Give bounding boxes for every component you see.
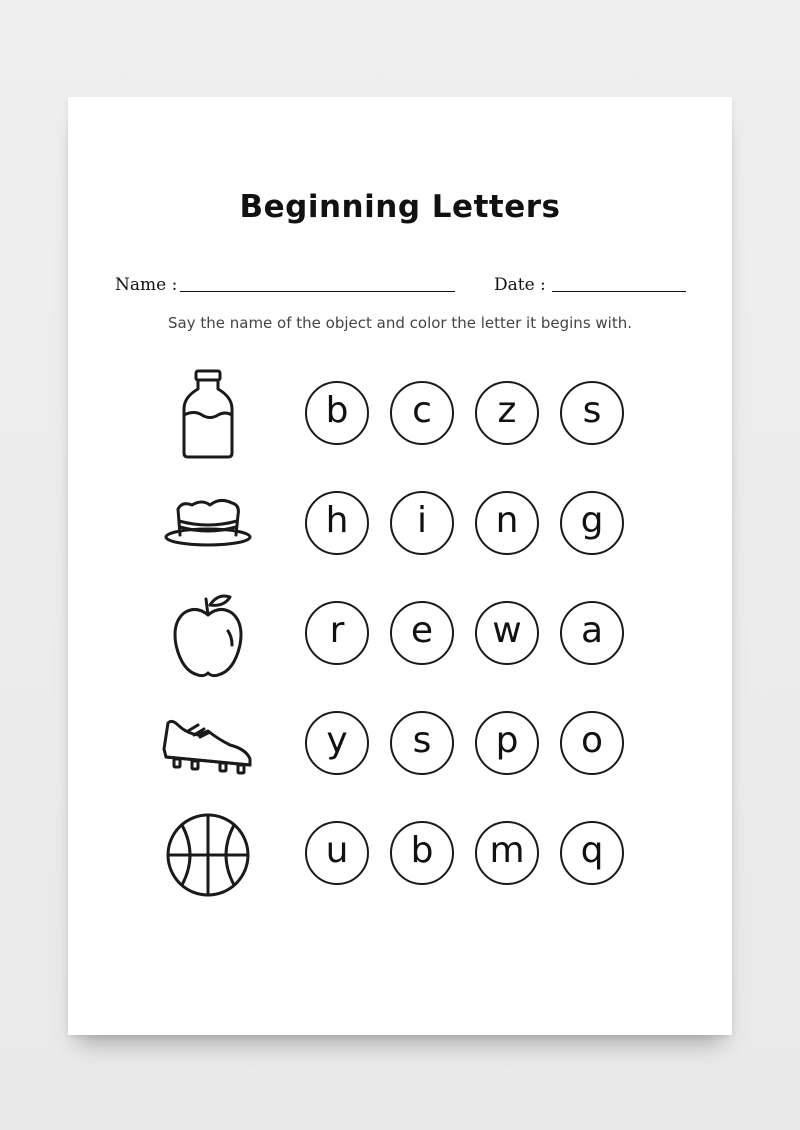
letter-choice[interactable]: n [475, 491, 539, 555]
name-field[interactable] [180, 291, 455, 292]
instructions-text: Say the name of the object and color the letter it begins with. [168, 314, 632, 332]
exercise-row [68, 815, 732, 895]
letter-choice[interactable]: y [305, 711, 369, 775]
milk-bottle-icon [158, 365, 258, 465]
letter-choice[interactable]: r [305, 601, 369, 665]
letter-choice[interactable]: u [305, 821, 369, 885]
letter-choice[interactable]: b [390, 821, 454, 885]
basketball-icon [158, 805, 258, 905]
letter-choice[interactable]: i [390, 491, 454, 555]
exercise-row [68, 595, 732, 675]
letter-choice[interactable]: p [475, 711, 539, 775]
letter-choice[interactable]: h [305, 491, 369, 555]
name-label: Name : [115, 275, 178, 295]
letter-choice[interactable]: c [390, 381, 454, 445]
letter-choice[interactable]: o [560, 711, 624, 775]
shoe-icon [158, 695, 258, 795]
letter-choice[interactable]: m [475, 821, 539, 885]
date-field[interactable] [552, 291, 686, 292]
hat-icon [158, 475, 258, 575]
letter-choice[interactable]: q [560, 821, 624, 885]
letter-choice[interactable]: s [390, 711, 454, 775]
date-label: Date : [494, 275, 546, 295]
letter-choice[interactable]: s [560, 381, 624, 445]
letter-choice[interactable]: w [475, 601, 539, 665]
name-date-row [68, 275, 732, 299]
exercise-row [68, 375, 732, 455]
exercise-row [68, 705, 732, 785]
page-title: Beginning Letters [239, 189, 561, 225]
letter-choice[interactable]: b [305, 381, 369, 445]
worksheet-page [68, 97, 732, 1035]
apple-icon [158, 585, 258, 685]
letter-choice[interactable]: g [560, 491, 624, 555]
letter-choice[interactable]: e [390, 601, 454, 665]
letter-choice[interactable]: a [560, 601, 624, 665]
letter-choice[interactable]: z [475, 381, 539, 445]
exercise-row [68, 485, 732, 565]
